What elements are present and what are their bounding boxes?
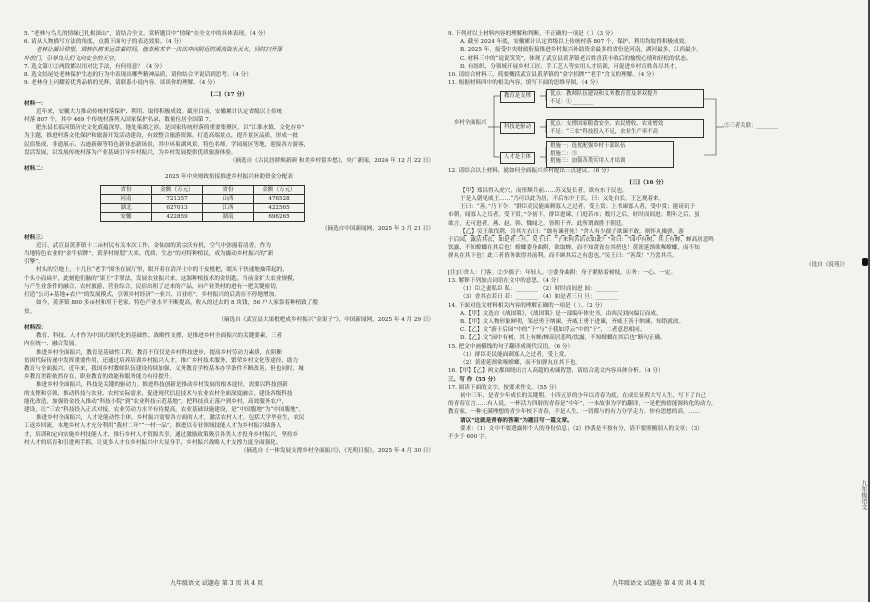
m4-line: 能化改造，加强资金投入推动“科技小院”到“农业科技示范基地”，把科技真正落户到乡村，高效服务农户， <box>24 398 288 405</box>
table-cell: 422859 <box>152 213 203 222</box>
q14-line: D.【乙】文“园中有树，其上有蝉/蝉高居悲鸣/饮露，不知螳螂在其后也”断句正确。 <box>460 335 666 342</box>
talent-measure-1: 措施一：选优配强乡村干部队伍 <box>550 143 626 150</box>
m1-line: 村落 807 个，其中 469 个传统村落列入国家保护名录，数量位居全国第 7。 <box>24 117 215 124</box>
m1-line: 民宿集成、非遗展示、古迹新颜等特色新业态新场景，其中环巢湖风景、特色名师、学园展区等地，迎接各方游客， <box>24 141 310 148</box>
table-header-cell: 金额（万元） <box>254 185 305 194</box>
m1-line: 近年来，安徽大力推动传统村落保护、利用、取得积极成效。截至目前，安徽累计认定省级以上传统 <box>36 108 283 115</box>
branch-technology: 科技是驱动 <box>500 122 535 134</box>
m1-line: 肥东县长临河镇历史文化底蕴深厚。地处巢湖之滨，是国家传统村落的重要集聚区。以“江淮水镇、文化存乡” <box>36 125 305 132</box>
side-margin-mark: 九年级语文 <box>860 480 867 510</box>
m4-line: 贫困代际传递中发挥重要作用，还通过培养培训乡村振兴人才，推广乡村技术服务，繁荣乡村文化等途径，助力 <box>24 357 299 364</box>
right-page <box>448 30 848 441</box>
question-16: 16.【甲】【乙】两文都围绕出言人高超的劝谏智慧，请结合选文内容具体分析。（4 分） <box>448 368 664 375</box>
question-17 <box>448 384 848 441</box>
left-top-line: 叶的门，引导鸟儿们飞向安全的天空。 <box>24 55 120 62</box>
table-cell: 安徽 <box>101 213 152 222</box>
writing-section-heading: 三、写 作（55 分） <box>448 376 499 383</box>
table-cell: 696265 <box>254 213 305 222</box>
table-cell: 湖北 <box>101 204 152 213</box>
classical-line: 王曰：“善。”乃下令：“群臣吏民能面刺寡人之过者，受上赏；上书谏寡人者，受中赏；能谤讥于 <box>460 204 696 211</box>
mind-map-diagram <box>454 89 784 165</box>
classical-line: 【乙】吴王欲伐荆，告其左右曰：“敢有谏者死！”舍人有少孺子欲谏不敢，则怀丸操弹，游 <box>460 228 684 235</box>
m3-line: 近日，武宣县黄茅镇十二亩村民有关本次工作，金仙加的黄宗沃有机，空气中弥漫着清香。作为 <box>36 242 271 249</box>
table-title: 2025 年中央财政衔接推进乡村振兴补助资金分配表 <box>165 174 293 181</box>
left-top-line: 7. 选文第①②两段都以用对比手法，有何用意？（4 分） <box>24 63 166 70</box>
m4-line: 村人才的培育和引进两手抓，让更多人才在乡村振兴中大显身手，乡村振兴战略人才支撑力度全面强化。 <box>24 439 282 446</box>
funding-table <box>100 185 305 223</box>
material-4-body <box>24 332 434 447</box>
scan-mark <box>862 258 868 266</box>
annotation-notes: [注]①舍人：门客。②少孺子：年轻人。③委身曲附：身子紧贴着树枝。④务：一心、一定。 <box>448 269 677 276</box>
m4-line: 推进乡村全面振兴，教育是基础性工程。教育不仅仅是乡村科技进步，提高乡村劳动力素质，在阻断 <box>36 349 283 356</box>
technology-shortcoming: 不足：“三农”科技投入不足，农业生产率不高 <box>550 128 658 135</box>
m4-line: 乡教育差距依然存在，职业教育的效能和服务能力有待提升。 <box>24 374 176 381</box>
question-10: 10. 请结合材料三，简要概括武宣县黄茅镇的“金字招牌”“老手”含义的理解。（4 分） <box>448 72 658 79</box>
m4-line: 教育与全面振兴。近年来，我国乡村教师队伍建设持续加强，义务教育学校基本办学条件不断改善，但也同时，城 <box>24 365 304 372</box>
material-2-title: 材料二： <box>24 166 47 173</box>
material-3-body <box>24 242 434 316</box>
question-9 <box>448 30 848 71</box>
classical-line: 饮露，不知螳螂在其后也！螳螂委身曲附，欲取蝉，而不知黄雀在其傍也！黄雀延颈欲啄螳螂，而不知 <box>448 245 700 252</box>
m4-line: 推进乡村全面振兴，科技是关键的驱动力。推进科技创新是推动乡村发展的根本途径，需要以科技创新 <box>36 382 288 389</box>
q9-line: B. 2025 年，接受中央财政衔接推进乡村振兴补助资金最多的省份是河南，湖河最多，江西最少。 <box>460 47 702 54</box>
left-top-line: 5. “老林与鸟儿的情缘已扎根深山”，请结合全文，赏析题目中“情缘”在全文中的具体表现。（4 分） <box>24 31 269 37</box>
table-cell: 山西 <box>203 194 254 203</box>
right-footer: 九年级语文 试题卷 第 4 页 共 4 页 <box>612 580 705 587</box>
left-top-questions <box>24 30 434 87</box>
q17-line: 不少于 600 字。 <box>448 433 491 440</box>
q9-line: C. 材料三中的“说说笑笑”，体现了武宣县黄茅镇老百姓喜获丰收后的愉悦心情和轻松的状态。 <box>460 55 692 62</box>
table-row <box>101 204 305 213</box>
m3-line: 当地特色农业的”金牛招牌”，黄茅村规划“大米、优质、生态”的对特种植民，成为撬动乡村振兴的“新 <box>24 251 274 258</box>
table-header-cell: 省份 <box>101 185 152 194</box>
q14-line: B.【甲】文人物形象鲜明，邹忌勇于纳谏，齐威王勇于进谏，齐威王善于纳谏，知错就改。 <box>460 319 685 326</box>
technology-advantage: 优点：支撑国家粮食安全、农民增收、农业增效 <box>550 121 664 128</box>
m1-line: 盘活发展，以发展传统村落为产业基础引导乡村振兴，为乡村发展提供优质旅游体验。 <box>24 149 237 156</box>
education-pros-cons <box>546 89 704 108</box>
table-row <box>101 213 305 222</box>
q9-line: D. 有组织、分领域开展乡村工匠、手工艺人等实用人才培训，可促进乡村百姓各尽其才。 <box>460 63 681 70</box>
table-cell: 422565 <box>254 204 305 213</box>
q15-line: 15. 把文中画横线的句子翻译成现代汉语。（6 分） <box>448 343 574 350</box>
q14-line: A.【甲】文选自《战国策》，《战国策》是一部编年体史书，由西汉刘向编订而成。 <box>460 310 662 317</box>
table-header-cell: 金额（万元） <box>152 185 203 194</box>
left-page <box>24 30 434 455</box>
classical-line: 于后园，露沾其衣，如是者三旦。吴王曰：“子来何苦沾衣如此？”对曰：“园中有树，其上有蝉，蝉高居悲鸣 <box>448 237 714 244</box>
classical-source: （选自《说苑》） <box>806 261 848 268</box>
question-11: 11. 根据材料四中的相关内容，填写下面的思维导图。（4 分） <box>448 80 602 87</box>
technology-pros-cons <box>546 119 704 138</box>
material-4-source: （摘选自《一体发展支撑乡村全面振兴》，《光明日报》，2025 年 4 月 30 日） <box>240 447 434 454</box>
table-cell: 476528 <box>254 194 305 203</box>
talent-measure-2: 措施二：③________ <box>550 150 599 157</box>
m3-line: 打造“公司+基地+农户”的发展模式，引领乡村经济“一业兴、百业旺”，乡村振兴的后劲在不停地增加。 <box>24 292 280 299</box>
classical-line: 于是入朝见威王……“乃可以此为居，不后东中王长，曰：又处自长，王乞观着来。 <box>460 196 665 203</box>
classical-line: 市朝，闻寡人之耳者，受下赏。”令初下，群臣进谏，门庭若市；数月之后，时时而间进；期年之后，虽 <box>448 212 700 219</box>
table-cell: 江西 <box>203 204 254 213</box>
q13-line: （1）臣之妻私臣 私：________ （2）时时而间进 间：________ <box>460 286 618 293</box>
left-top-line: 6. 请从人物描写方法的角度，点拨下面句子的表达效果。（4 分） <box>24 39 185 46</box>
question-15 <box>448 343 848 368</box>
left-top-line: 老林让凝目仰望，调转扒树来远尝着时间，他幸称术辛一次次冲向附近的溪流取水灭火，同时扫开落 <box>36 47 283 54</box>
mind-map-root: 乡村全面振兴 <box>454 120 487 127</box>
classical-passage <box>448 187 848 261</box>
table-cell: 721357 <box>152 194 203 203</box>
classical-line: 欲言，无可进者。燕、赵、韩、魏闻之，皆朝于齐。此所谓战胜于朝廷。 <box>448 220 628 227</box>
material-1-body <box>24 108 434 157</box>
classical-line: 【甲】郑昌得入虎穴，而彤颓兵前……苏又复长者，欲有东于民也。 <box>460 187 628 194</box>
m4-line: 工返乡回流，本地乡村人才充分利用“我村二年”“一村一品”，推进以专业领域技能人才为乡村振兴储备人 <box>24 423 282 430</box>
table-cell: 627013 <box>152 204 203 213</box>
q13-line: （3）香其衣若曰 若：________ （4）如是者三旦 旦：________ <box>460 294 618 301</box>
material-1-source: （摘选自《古民居群焕新颜 和美乡村留乡愁》，央广新闻，2024 年 12 月 22 日） <box>229 158 434 165</box>
q14-line: C.【乙】文“游于后园”中的“于”与“于我如浮云”中的“于”，二者意思相同。 <box>460 327 646 334</box>
m3-line: 贫。 <box>24 308 36 315</box>
q9-line: 9. 下列对以上材料内容的理解和判断，不正确的一项是（ ）（3 分） <box>448 31 617 37</box>
q17-line: 要求：（1）文中不要透露你个人的身份信息；（2）抄袭是不按有分，请不要照搬别人的文章；（3） <box>460 425 703 432</box>
left-footer: 九年级语文 试题卷 第 3 页 共 4 页 <box>170 580 263 587</box>
m3-line: 引擎”。 <box>24 259 44 266</box>
table-row <box>101 194 305 203</box>
branch-education: 教育是支撑 <box>500 91 535 103</box>
table-source: （摘选自中国新闻网，2025 年 3 月 21 日） <box>321 226 434 233</box>
table-header-row <box>101 185 305 194</box>
q14-line: 14. 下面对选文材料相关内容的理解正确的一项是（ ）。（2 分） <box>448 302 606 309</box>
m3-line: 与产生业条件的融合，农村旅游，营业综合，民宿出租了过来的产品，向产业类村的进有一把关键密切， <box>24 283 282 290</box>
m4-line: 内在统一、融合发展。 <box>24 341 80 348</box>
m3-line: 个头小而扁平，此刻他们脑的“果王”手掌法，发展农业振兴来，这源种植技术的金钥匙。当前金扩大农业规模， <box>24 275 299 282</box>
table-cell: 湖南 <box>203 213 254 222</box>
section-3-heading: [三]（16 分） <box>629 179 667 186</box>
q17-line: 17. 阅读下面的文字，按要求作文。（55 分） <box>448 384 560 391</box>
m3-line: 如今，黄茅镇 800 多亩村和用于老家，特色产业水平不断提高，收入的过去的 8 块钱，56 户人家靠着种植致了脱 <box>36 300 318 307</box>
table-header-cell: 省份 <box>203 185 254 194</box>
material-3-title: 材料三： <box>24 234 47 241</box>
education-advantage: 优点：教师队伍建设和义务教育普及率双提升 <box>550 91 658 98</box>
q17-line: 教育家，一种无满理想的青少年校下青春，不是人生，一切都与的有力分学走力。你有思想的高。…… <box>448 409 700 416</box>
classical-line: 弹丸在其下也！此三者皆务欲得其前利，而不顾其后之有患也。”吴王曰：“善哉！”乃罢其兵。 <box>448 253 678 260</box>
m4-line: 教育、科技、人才作为中国式现代化的基础性、战略性支撑，是推进乡村全面振兴的关键要素，三者 <box>36 333 283 340</box>
q15-line: （1）群臣吏民能面刺寡人之过者，受上赏。 <box>460 351 570 358</box>
relation-blank: ②三者关联：________ <box>724 123 778 130</box>
q9-line: A. 截至 2024 年底，安徽累计认定省级以上传统村落 807 个，保护、利用均取得积极成效。 <box>460 39 690 46</box>
m3-line: 村头的空地上，十几位“老手”围坐在展厅里，眼开着在清洋土中的干皮枇杷，眼头干快速地抽带起的， <box>36 267 288 274</box>
m4-line: 的支撑和引领，推动科技与农业、农村实际需求，促进现代信息技术与农业农村全面深度融合，建设各级科技 <box>24 390 293 397</box>
table-cell: 河南 <box>101 194 152 203</box>
q17-line: 请以“这就是青春的答案”为题目写一篇文章。 <box>460 417 573 424</box>
question-14 <box>448 302 848 343</box>
education-shortcoming: 不足：①________ <box>550 98 594 105</box>
talent-measure-3: 措施三：加强各类实用人才培训 <box>550 158 626 165</box>
m4-line: 建设，让“三农”科技投入正式对接，农业劳动力水平有待提高，农业基础设施建设，是“中国腹地”为“中国腹地”。 <box>24 406 305 413</box>
q15-line: （2）黄雀延颈欲啄螳螂，而不知弹丸在其下也。 <box>460 360 582 367</box>
m4-line: 推进乡村全面振兴，人才是能动性主体。乡村振兴需要各方面的人才，激活农村人才，包括大学毕业生，农民 <box>36 415 305 422</box>
left-top-line: 9. 老林身上闪耀着优秀品格的光辉，请联系小说内容，谈谈你的理解。（4 分） <box>24 80 219 87</box>
material-3-source: （摘选自《武宣县大果枇杷成乡村振兴“金果子”》，中国新闻网，2025 年 4 月 29 日） <box>218 316 434 323</box>
m4-line: 才，培训和定向实施乡村技能人才，推行乡村人才资源共享，通过激励政策吸引各类人才投身乡村振兴，坚持乡 <box>24 431 299 438</box>
q17-line: 初中三年，是青少年成长的关键期。十四五岁的少年以青春为底，在成长征程大写人生，写下了自己 <box>460 392 707 399</box>
question-13 <box>448 277 848 302</box>
left-top-line: 8. 选文结尾处老林保护生态的行为中表现出哪些精神品质，请你结合平说话到思考。（4 分） <box>24 72 252 79</box>
branch-talent: 人才是主体 <box>500 152 535 164</box>
question-12: 12. 请结合以上材料，就如何全面振兴乡村提出三点建议。（6 分） <box>448 168 613 175</box>
material-1-title: 材料一： <box>24 100 47 107</box>
material-4-title: 材料四： <box>24 324 47 331</box>
q17-line: 的青春宣言……有人说，一杯活力四射的青春是“中年”，一本故事为学的翻译，一是把热情能源转化的动力， <box>448 401 717 408</box>
m1-line: 为主题，推进村落文化保护和旅游开发活动建设，有效整合旅游资源。打造高端景点，提升景区品质，形成一批 <box>24 133 299 140</box>
talent-measures <box>546 141 674 168</box>
q13-line: 13. 解释下列加点词语在文中的意思。（4 分） <box>448 278 562 285</box>
section-2-heading: [二]（17 分） <box>210 92 248 99</box>
